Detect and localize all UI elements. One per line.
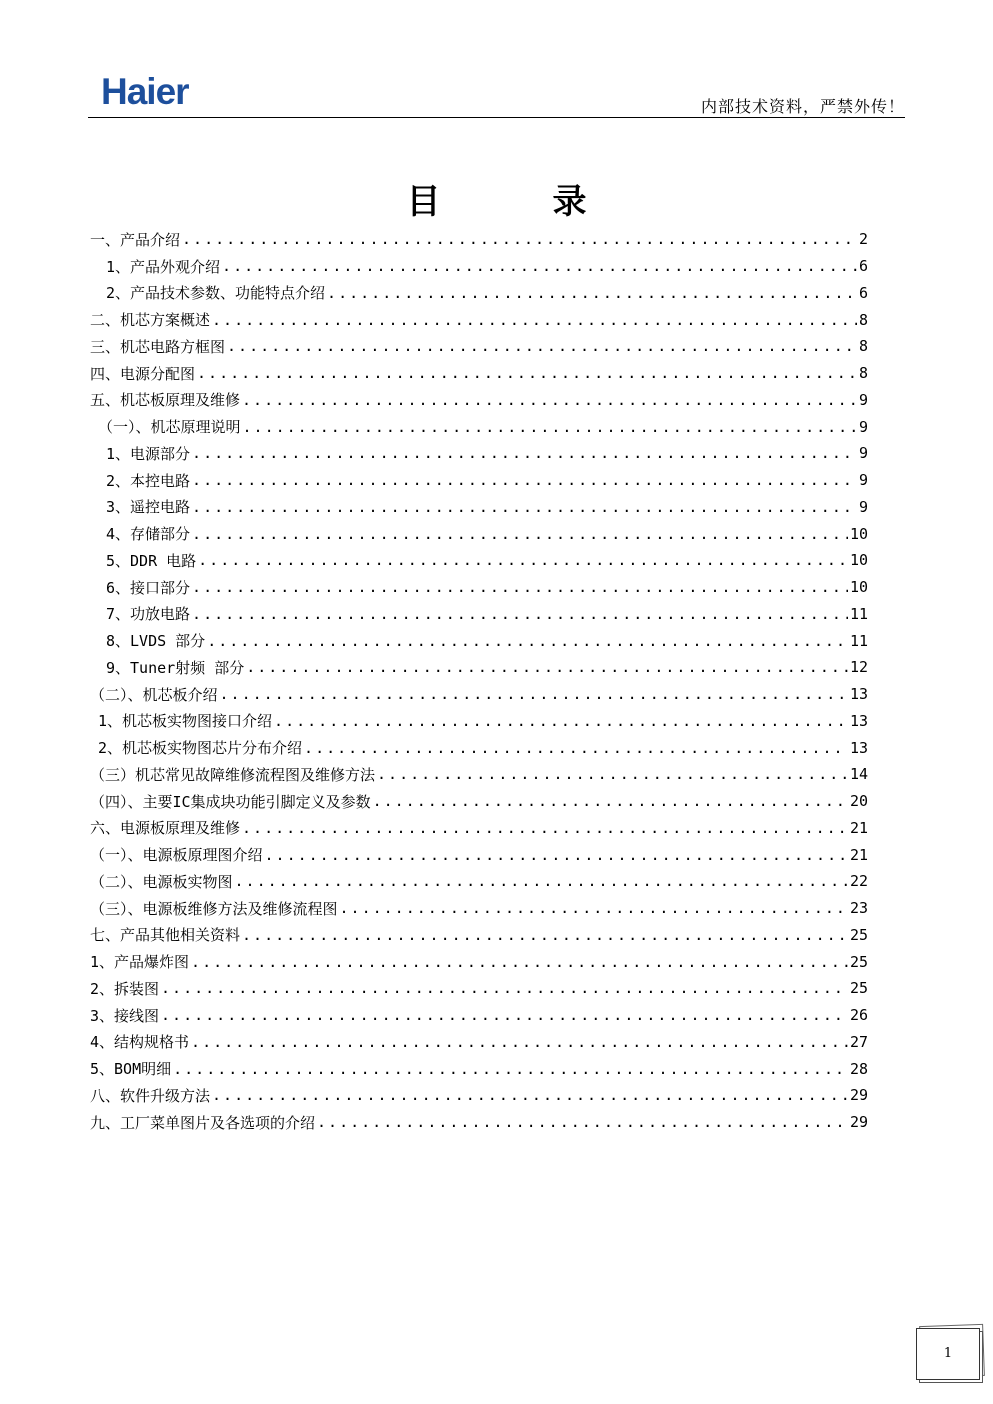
toc-entry[interactable] [90,494,868,521]
toc-entry-label: （二）、机芯板介绍 [90,685,218,704]
toc-entry-page: 25 [849,952,868,971]
toc-leader-dots [212,311,857,329]
toc-leader-dots [197,364,857,382]
toc-leader-dots [246,658,848,676]
toc-entry[interactable] [90,520,868,547]
toc-entry-page: 9 [858,444,868,463]
toc-entry[interactable] [90,280,868,307]
toc-entry[interactable] [90,654,868,681]
toc-entry-page: 2 [858,230,868,249]
toc-entry[interactable] [90,815,868,842]
toc-entry-page: 9 [858,390,868,409]
toc-entry-page: 10 [849,578,868,597]
toc-leader-dots [192,498,857,516]
toc-entry-page: 21 [849,845,868,864]
toc-entry-label: （三）、电源板维修方法及维修流程图 [90,899,338,918]
toc-entry-label: 1、产品爆炸图 [90,953,190,972]
toc-entry-page: 11 [849,604,868,623]
toc-entry[interactable] [90,226,868,253]
toc-leader-dots [192,444,857,462]
toc-entry[interactable] [90,1002,868,1029]
toc-entry-label: 2、本控电路 [106,471,191,490]
toc-leader-dots [192,525,848,543]
toc-entry[interactable] [90,574,868,601]
toc-entry[interactable] [90,708,868,735]
toc-entry-label: 五、机芯板原理及维修 [90,391,241,410]
toc-entry-page: 6 [858,283,868,302]
toc-entry-label: 1、产品外观介绍 [106,257,221,276]
toc-entry-page: 8 [858,364,868,383]
toc-leader-dots [317,1113,848,1131]
toc-entry-label: 9、Tuner射频 部分 [106,658,245,677]
toc-entry[interactable] [90,1055,868,1082]
toc-entry-page: 13 [849,711,868,730]
toc-entry-page: 29 [849,1086,868,1105]
toc-entry-page: 10 [849,551,868,570]
toc-entry-page: 28 [849,1059,868,1078]
toc-leader-dots [242,391,857,409]
haier-logo [101,70,213,112]
toc-entry-label: 7、功放电路 [106,605,191,624]
toc-entry-page: 21 [849,818,868,837]
toc-entry[interactable] [90,761,868,788]
toc-entry-page: 14 [849,765,868,784]
toc-entry[interactable] [90,868,868,895]
toc-entry-page: 11 [849,631,868,650]
toc-entry-page: 25 [849,925,868,944]
toc-leader-dots [265,846,848,864]
toc-entry-label: 六、电源板原理及维修 [90,819,241,838]
toc-entry[interactable] [90,627,868,654]
toc-entry[interactable] [90,467,868,494]
toc-leader-dots [191,1033,848,1051]
toc-entry[interactable] [90,1082,868,1109]
toc-leader-dots [274,712,848,730]
toc-leader-dots [192,578,848,596]
toc-leader-dots [243,418,857,436]
toc-entry[interactable] [90,922,868,949]
page-title: 目录 [406,182,699,222]
page-number: 1 [943,1346,953,1361]
toc-entry-label: 3、接线图 [90,1006,160,1025]
toc-entry[interactable] [90,681,868,708]
toc-entry-label: 二、机芯方案概述 [90,311,211,330]
toc-entry-label: 四、电源分配图 [90,364,196,383]
toc-entry-label: 三、机芯电路方框图 [90,337,226,356]
toc-entry-label: 九、工厂菜单图片及各选项的介绍 [90,1113,316,1132]
toc-entry[interactable] [90,975,868,1002]
haier-logo-text: Haier [101,71,189,112]
toc-entry[interactable] [90,333,868,360]
toc-entry-label: （一）、机芯原理说明 [98,418,241,437]
toc-leader-dots [327,284,857,302]
toc-leader-dots [242,926,848,944]
toc-leader-dots [192,471,857,489]
toc-leader-dots [161,979,848,997]
toc-leader-dots [235,872,848,890]
toc-leader-dots [191,953,848,971]
toc-entry-page: 8 [858,310,868,329]
toc-entry-label: （一）、电源板原理图介绍 [90,846,263,865]
toc-leader-dots [340,899,848,917]
toc-entry[interactable] [90,895,868,922]
toc-entry-label: 5、BOM明细 [90,1060,172,1079]
toc-entry-page: 12 [849,658,868,677]
toc-entry-page: 23 [849,899,868,918]
page-number-frame [916,1328,980,1380]
toc-entry-label: 八、软件升级方法 [90,1086,211,1105]
toc-entry[interactable] [90,601,868,628]
toc-entry-label: 4、结构规格书 [90,1033,190,1052]
toc-entry[interactable] [90,440,868,467]
toc-entry-page: 13 [849,685,868,704]
toc-entry-page: 9 [858,497,868,516]
toc-entry-label: 2、机芯板实物图芯片分布介绍 [98,739,303,758]
toc-entry-label: 8、LVDS 部分 [106,632,206,651]
toc-entry-page: 13 [849,738,868,757]
toc-entry-page: 6 [858,257,868,276]
toc-leader-dots [161,1006,848,1024]
toc-entry-page: 9 [858,471,868,490]
toc-leader-dots [212,1086,848,1104]
toc-leader-dots [377,765,848,783]
toc-entry-label: 4、存储部分 [106,525,191,544]
toc-entry[interactable] [90,948,868,975]
toc-entry[interactable] [90,413,868,440]
toc-entry-page: 20 [849,792,868,811]
toc-leader-dots [222,257,857,275]
confidential-notice: 内部技术资料，严禁外传！ [700,97,905,116]
toc-entry-page: 8 [858,337,868,356]
toc-entry-page: 10 [849,524,868,543]
toc-leader-dots [373,792,848,810]
toc-entry[interactable] [90,841,868,868]
table-of-contents [90,226,868,1136]
toc-entry-page: 9 [858,417,868,436]
toc-entry-label: （四）、主要IC集成块功能引脚定义及参数 [90,792,371,811]
toc-entry-page: 22 [849,872,868,891]
toc-entry-page: 27 [849,1032,868,1051]
toc-leader-dots [192,605,848,623]
toc-entry[interactable] [90,1029,868,1056]
toc-entry[interactable] [90,788,868,815]
toc-leader-dots [220,685,848,703]
toc-leader-dots [227,337,857,355]
toc-entry-label: 3、遥控电路 [106,498,191,517]
toc-entry-label: 一、产品介绍 [90,230,181,249]
toc-leader-dots [198,551,848,569]
toc-leader-dots [304,739,848,757]
toc-entry-page: 25 [849,979,868,998]
toc-entry[interactable] [90,387,868,414]
toc-entry-label: 6、接口部分 [106,578,191,597]
toc-leader-dots [207,632,848,650]
toc-entry-label: 七、产品其他相关资料 [90,926,241,945]
header-divider [88,117,905,118]
toc-entry-label: 2、拆装图 [90,979,160,998]
toc-entry[interactable] [90,360,868,387]
toc-entry-label: 2、产品技术参数、功能特点介绍 [106,284,326,303]
toc-entry-page: 29 [849,1113,868,1132]
toc-leader-dots [173,1060,848,1078]
toc-entry-label: （三）机芯常见故障维修流程图及维修方法 [90,765,376,784]
toc-entry[interactable] [90,547,868,574]
toc-entry-page: 26 [849,1006,868,1025]
toc-leader-dots [182,230,857,248]
toc-entry-label: 1、电源部分 [106,444,191,463]
toc-entry[interactable] [90,1109,868,1136]
toc-entry-label: 5、DDR 电路 [106,551,197,570]
toc-entry[interactable] [90,253,868,280]
toc-leader-dots [242,819,848,837]
toc-entry[interactable] [90,306,868,333]
toc-entry-label: 1、机芯板实物图接口介绍 [98,712,273,731]
toc-entry-label: （二）、电源板实物图 [90,872,233,891]
toc-entry[interactable] [90,734,868,761]
